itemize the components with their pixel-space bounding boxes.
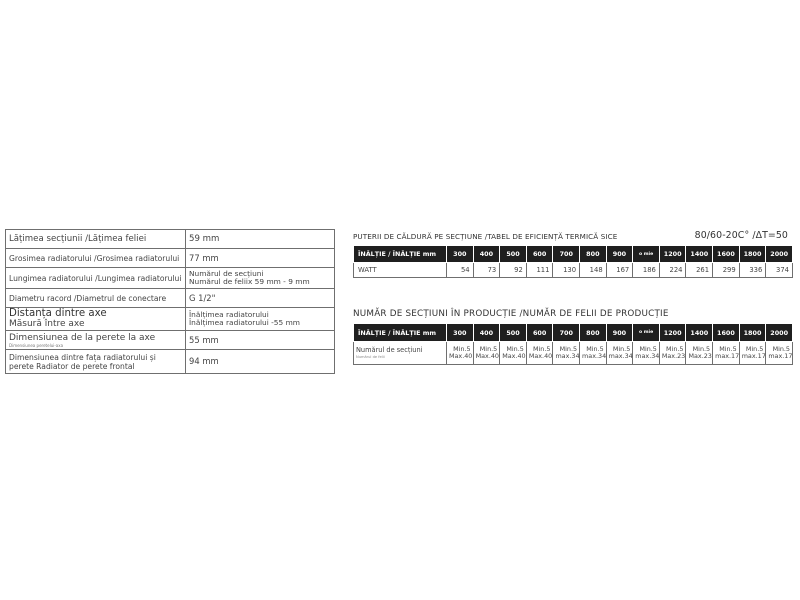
max-sections-value: Max.40 [528,352,553,360]
height-header-cell: 1200 [659,324,686,342]
watt-value-cell: 336 [739,263,766,278]
spec-value-line: Numărul de feliix 59 mm - 9 mm [189,277,310,286]
spec-value: 94 mm [186,350,335,374]
watt-value-cell: 299 [713,263,740,278]
spec-row-connection [6,289,335,308]
watt-value-cell: 92 [500,263,527,278]
heat-output-table [353,245,793,278]
height-header-cell: 1600 [713,246,740,263]
height-header-cell: 700 [553,246,580,263]
sections-value-cell [473,342,500,365]
height-header-cell: 900 [606,246,633,263]
height-header-cell: 1600 [713,324,740,342]
max-sections-value: Max.40 [449,352,473,360]
sections-value-cell [739,342,766,365]
sections-row-label-sub: Numărul de felii [356,354,385,359]
min-sections-value: Min.5 [559,344,578,353]
spec-label-line: Distanța dintre axe [9,308,107,319]
height-header-cell: 500 [500,246,527,263]
spec-label: Lungimea radiatorului /Lungimea radiatorului [6,268,186,289]
sections-table [353,323,793,365]
height-header-cell: o mie [633,324,660,342]
max-sections-value: Max.23 [688,352,712,360]
min-sections-value: Min.5 [453,344,471,353]
sections-value-cell [580,342,607,365]
spec-row-length [6,268,335,289]
height-header-cell: 2000 [766,324,793,342]
spec-label [6,308,186,331]
spec-label-line: Dimensiunea peretelui-axa [9,342,64,348]
spec-label: Grosimea radiatorului /Grosimea radiatorului [6,249,186,268]
watt-value-cell: 73 [473,263,500,278]
watt-value-cell: 261 [686,263,713,278]
watt-value-cell: 130 [553,263,580,278]
min-sections-value: Min.5 [612,344,631,353]
sections-value-cell [500,342,527,365]
spec-label [6,331,186,350]
spec-row-section-width [6,230,335,249]
height-header-cell: 700 [553,324,580,342]
height-header-cell: 400 [473,246,500,263]
height-header-cell: 400 [473,324,500,342]
max-sections-value: max.34 [555,352,580,360]
heat-table-heading [353,232,788,242]
max-sections-value: max.34 [635,352,660,360]
height-header-cell: 2000 [766,246,793,263]
min-sections-value: Min.5 [639,344,657,353]
min-sections-value: Min.5 [692,344,711,353]
sections-table-title: NUMĂR DE SECȚIUNI ÎN PRODUCȚIE /NUMĂR DE FELII DE PRODUCȚIE [353,309,669,319]
max-sections-value: max.17 [768,352,793,360]
max-sections-value: Max.40 [502,352,526,360]
min-sections-value: Min.5 [772,344,790,353]
watt-row-label: WATT [354,263,447,278]
max-sections-value: Max.40 [475,352,499,360]
spec-value [186,268,335,289]
table-row [354,263,793,278]
sections-value-cell [526,342,553,365]
height-header-cell: 1800 [739,324,766,342]
sections-value-cell [713,342,740,365]
spec-row-wall-axis [6,331,335,350]
height-header-cell: 500 [500,324,527,342]
spec-value: 77 mm [186,249,335,268]
heat-table-header-row [354,246,793,263]
height-header-cell: 300 [447,246,474,263]
min-sections-value: Min.5 [666,344,684,353]
heat-table-title: PUTERII DE CĂLDURĂ PE SECȚIUNE /TABEL DE EFICIENȚĂ TERMICĂ SICE [353,232,618,241]
height-header-cell: 800 [580,246,607,263]
spec-value-line: Numărul de secțiuni [189,268,264,278]
watt-value-cell: 148 [580,263,607,278]
sections-value-cell [553,342,580,365]
spec-label-line: Măsură între axe [9,319,85,329]
height-header-cell: 600 [526,324,553,342]
max-sections-value: max.17 [741,352,766,360]
spec-row-thickness [6,249,335,268]
min-sections-value: Min.5 [506,344,524,353]
height-header-label: ÎNĂLȚIE / ÎNĂLȚIE mm [354,324,447,342]
sections-row-label-main: Numărul de secțiuni [356,346,423,355]
sections-value-cell [606,342,633,365]
height-header-cell: 300 [447,324,474,342]
spec-row-front-wall [6,350,335,374]
sections-table-header-row [354,324,793,342]
sections-value-cell [447,342,474,365]
heat-table-condition: 80/60-20C° /ΔT=50 [694,230,788,241]
max-sections-value: max.34 [608,352,633,360]
max-sections-value: Max.23 [661,352,686,360]
spec-label: Dimensiunea dintre fața radiatorului și perete Radiator de perete frontal [6,350,186,374]
watt-value-cell: 374 [766,263,793,278]
min-sections-value: Min.5 [479,344,498,353]
height-header-cell: 1400 [686,246,713,263]
height-header-cell: 900 [606,324,633,342]
max-sections-value: max.17 [715,352,740,360]
watt-value-cell: 167 [606,263,633,278]
min-sections-value: Min.5 [586,344,604,353]
watt-value-cell: 111 [526,263,553,278]
sections-value-cell [686,342,713,365]
watt-value-cell: 186 [633,263,660,278]
specifications-table [5,229,335,374]
height-header-cell: 1800 [739,246,766,263]
spec-value-line: Înălțimea radiatorului -55 mm [189,318,300,327]
table-row [354,342,793,365]
sections-value-cell [659,342,686,365]
spec-label-line: Dimensiunea de la perete la axe [9,332,156,343]
sections-value-cell [766,342,793,365]
height-header-cell: 1400 [686,324,713,342]
max-sections-value: max.34 [582,352,607,360]
sections-value-cell [633,342,660,365]
height-header-cell: 800 [580,324,607,342]
spec-value: 55 mm [186,331,335,350]
sections-row-label [354,342,447,365]
spec-label: Diametru racord /Diametrul de conectare [6,289,186,308]
spec-value-line: Înălțimea radiatorului [189,309,269,319]
watt-value-cell: 224 [659,263,686,278]
min-sections-value: Min.5 [719,344,737,353]
spec-value: 59 mm [186,230,335,249]
height-header-cell: 600 [526,246,553,263]
height-header-cell: o mie [633,246,660,263]
min-sections-value: Min.5 [533,344,551,353]
spec-label: Lățimea secțiunii /Lățimea feliei [6,230,186,249]
spec-row-axis-distance [6,308,335,331]
spec-value: G 1/2" [186,289,335,308]
spec-value [186,308,335,331]
watt-value-cell: 54 [447,263,474,278]
height-header-cell: 1200 [659,246,686,263]
min-sections-value: Min.5 [745,344,764,353]
height-header-label: ÎNĂLȚIE / ÎNĂLȚIE mm [354,246,447,263]
